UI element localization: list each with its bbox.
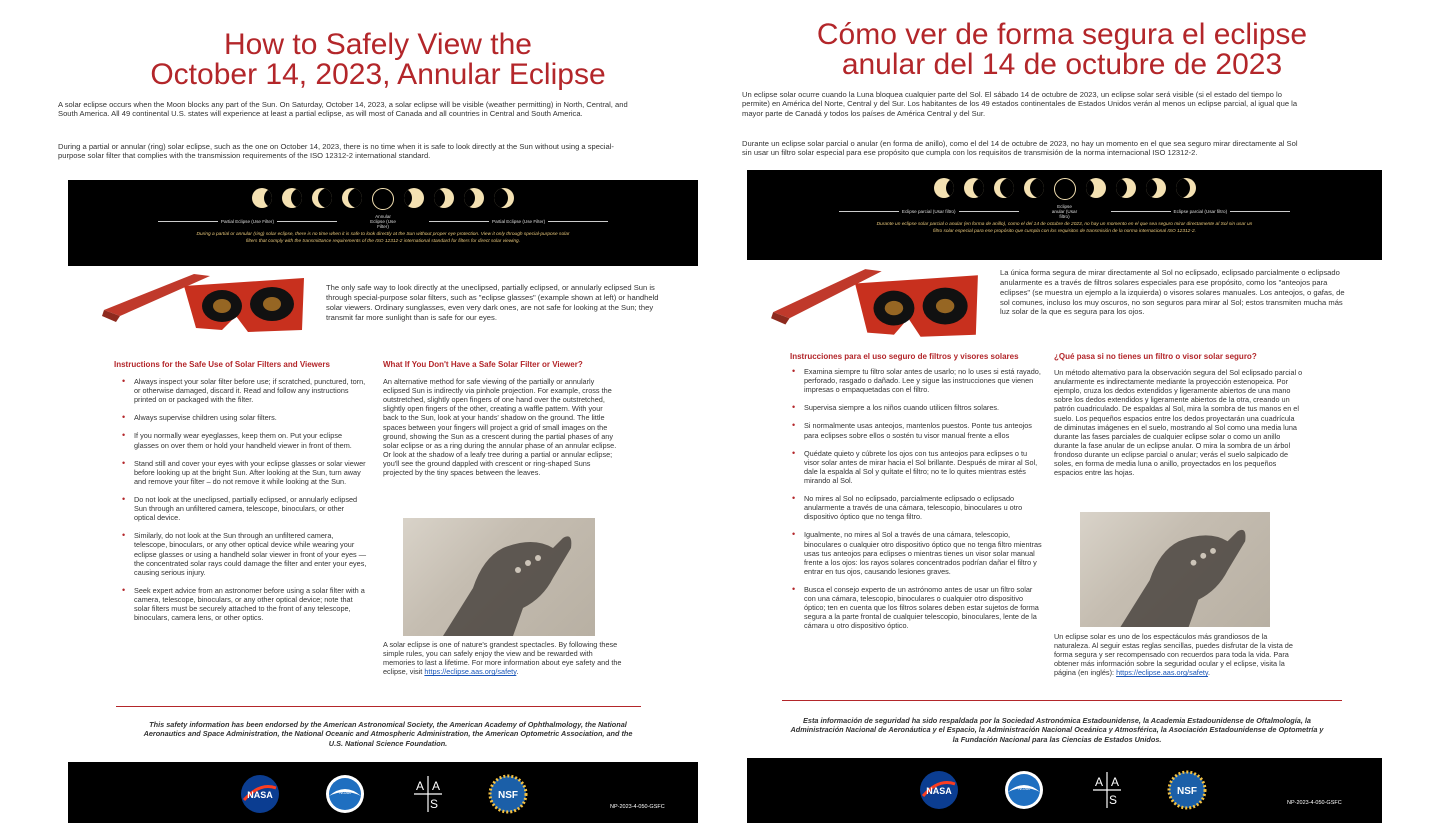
nasa-wordmark: NASA xyxy=(926,786,952,796)
phase-labels xyxy=(747,204,1382,219)
phase-labels xyxy=(68,214,698,229)
link-suffix: . xyxy=(516,667,519,677)
title-line-1: How to Safely View the xyxy=(224,28,532,61)
instructions-list xyxy=(122,377,367,631)
list-item: • Do not look at the uneclipsed, partially eclipsed, or annularly eclipsed Sun through an unfiltered camera, telescope, binoculars, or other optical device. xyxy=(122,495,367,522)
partial-sun-icon xyxy=(252,188,272,208)
document-code: NP-2023-4-050-GSFC xyxy=(610,804,665,810)
alternative-method-text: Un método alternativo para la observación segura del Sol eclipsado parcial o anularmente es indirectamente mediante la proyección estenopeica. Por ejemplo, cruza los dedos extendidos y ligeramente abiertos de una mano sobre los dedos extendidos y ligeramente abiertos de la otra, creando un patrón cuadriculado. De espaldas al Sol, mira la sombra de tus manos en el suelo. Los pequeños espacios entre los dedos proyectarán una cuadrícula de diminutas imágenes en el suelo, mostrando al Sol como una media luna durante las fases parciales de cualquier eclipse solar o como un anillo durante la fase anular de un eclipse anular. O mira la sombra de un árbol frondoso durante un eclipse parcial o anular; verás el suelo salpicado de soles, en forma de media luna o anillo, proyectados en los pequeños espacios entre las hojas. xyxy=(1054,368,1303,478)
partial-sun-icon xyxy=(934,178,954,198)
list-item: • Always supervise children using solar filters. xyxy=(122,413,367,422)
pinhole-shadow-photo xyxy=(403,518,595,636)
closing-body: Un eclipse solar es uno de los espectáculos más grandiosos de la naturaleza. Al seguir estas reglas sencillas, puedes disfrutar de la vista de forma segura y ser recompensado con recuerdos para toda la vida. Para obtener más información sobre la seguridad ocular y el eclipse, visita la página (en inglés): xyxy=(1054,632,1293,678)
noaa-logo xyxy=(325,774,365,814)
title-line-2: anular del 14 de octubre de 2023 xyxy=(841,48,1283,81)
list-item: • Quédate quieto y cúbrete los ojos con tus anteojos para eclipses o tu visor solar antes de mirar hacia el Sol brillante. Después de mirar al Sol, dale la espalda al Sol y quítate el filtro; no te lo quites mientras estés mirando al Sol. xyxy=(792,449,1042,485)
annular-ring-icon xyxy=(1054,178,1076,200)
partial-sun-icon xyxy=(1116,178,1136,198)
endorsement-text: This safety information has been endorsed by the American Astronomical Society, the American Academy of Ophthalmology, the National Aeronautics and Space Administration, the National Oceanic and Atmospheric Administration, the American Optometric Association, and the U.S. National Science Foundation. xyxy=(143,720,633,748)
alternative-method-text: An alternative method for safe viewing of the partially or annularly eclipsed Sun is indirectly via pinhole projection. For example, cross the outstretched, slightly open fingers of one hand over the outstretched, slightly open fingers of the other, creating a waffle pattern. With your back to the Sun, look at your hands' shadow on the ground. The little spaces between your fingers will project a grid of small images on the ground, showing the Sun as a crescent during the partial phases of any solar eclipse or as a ring during the annular phase of an annular eclipse. Or look at the shadow of a leafy tree during a partial or annular eclipse; you'll see the ground dappled with crescent or ring-shaped Suns projected by the tiny spaces between the leaves. xyxy=(383,377,617,478)
partial-sun-icon xyxy=(282,188,302,208)
title-line-1: Cómo ver de forma segura el eclipse xyxy=(816,18,1308,51)
partial-eclipse-label: Partial Eclipse (Use Filter) xyxy=(492,219,546,224)
endorsement-text: Esta información de seguridad ha sido respaldada por la Sociedad Astronómica Estadounidense, la Academia Estadounidense de Oftalmología, la Administración Nacional de Aeronáutica y el Espacio, la Administración Nacional Oceánica y Atmosférica, la Asociación Estadounidense de Optometría y la Fundación Nacional para las Ciencias de Estados Unidos. xyxy=(790,716,1324,744)
aas-letter: A xyxy=(1110,775,1120,789)
nsf-wordmark: NSF xyxy=(498,790,518,801)
partial-sun-icon xyxy=(434,188,454,208)
band-caption: During a partial or annular (ring) solar eclipse, there is no time when it is safe to look directly at the Sun without proper eye protection. View it only through special-purpose solar filters that comply with the transmittance requirements of the ISO 12312-2 international standard for filters for direct solar viewing. xyxy=(196,232,570,244)
annular-eclipse-label: Eclipse anular (Usar filtro) xyxy=(1051,204,1078,219)
list-item: • Similarly, do not look at the Sun through an unfiltered camera, telescope, binoculars, or any other optical device while wearing your eclipse glasses or using a handheld solar viewer in front of your eyes — the concentrated solar rays could damage the filter and enter your eyes, causing serious injury. xyxy=(122,531,367,577)
title-line-2: October 14, 2023, Annular Eclipse xyxy=(150,58,606,91)
closing-body: A solar eclipse is one of nature's grandest spectacles. By following these simple rules, you can safely enjoy the view and be rewarded with memories to last a lifetime. For more information about eye safety and the eclipse, visit xyxy=(383,640,622,677)
nsf-logo xyxy=(488,774,528,814)
closing-text xyxy=(1054,632,1304,678)
instructions-list xyxy=(792,367,1042,640)
partial-sun-icon xyxy=(494,188,514,208)
partial-eclipse-label: Eclipse parcial (Usar filtro) xyxy=(901,209,956,214)
list-item: • Always inspect your solar filter before use; if scratched, punctured, torn, or otherwise damaged, discard it. Read and follow any instructions printed on or packaged with the filter. xyxy=(122,377,367,404)
partial-sun-icon xyxy=(464,188,484,208)
safe-viewing-text: The only safe way to look directly at the uneclipsed, partially eclipsed, or annularly eclipsed Sun is through special-purpose solar filters, such as "eclipse glasses" (example shown at left) or handheld solar viewers. Ordinary sunglasses, even very dark ones, are not safe for looking at the Sun; they transmit far more sunlight than is safe for our eyes. xyxy=(326,283,659,322)
page-title xyxy=(742,20,1382,80)
aas-logo xyxy=(1087,770,1127,810)
list-item: • Stand still and cover your eyes with your eclipse glasses or solar viewer before looking up at the bright Sun. After looking at the Sun, turn away and remove your filter – do not remove it while looking at the Sun. xyxy=(122,459,367,486)
list-item: • Examina siempre tu filtro solar antes de usarlo; no lo uses si está rayado, perforado, rasgado o dañado. Lee y sigue las instrucciones que vienen impresas o empaquetadas con el filtro. xyxy=(792,367,1042,394)
intro-paragraph-2: During a partial or annular (ring) solar eclipse, such as the one on October 14, 2023, there is no time when it is safe to look directly at the Sun without using a special-purpose solar filter that complies with the transmission requirements of the ISO 12312-2 international standard. xyxy=(58,142,614,161)
logo-footer xyxy=(68,762,698,823)
noaa-wordmark: NOAA xyxy=(1018,786,1030,791)
partial-sun-icon xyxy=(404,188,424,208)
annular-ring-icon xyxy=(372,188,394,210)
aas-logo xyxy=(408,774,448,814)
noaa-wordmark: NOAA xyxy=(339,790,351,795)
partial-sun-icon xyxy=(994,178,1014,198)
annular-eclipse-label: Annular Eclipse (Use Filter) xyxy=(370,214,396,229)
eclipse-glasses-image xyxy=(767,265,982,345)
intro-paragraph-2: Durante un eclipse solar parcial o anular (en forma de anillo), como el del 14 de octubre de 2023, no hay un momento en el que sea seguro mirar directamente al Sol sin usar un filtro solar especial para ese propósito que cumpla con los requisitos de transmisión de la norma internacional ISO 12312-2. xyxy=(742,139,1298,158)
page-title xyxy=(58,30,698,90)
safety-link[interactable]: https://eclipse.aas.org/safety xyxy=(424,667,517,677)
intro-paragraph-1: Un eclipse solar ocurre cuando la Luna bloquea cualquier parte del Sol. El sábado 14 de octubre de 2023, un eclipse solar será visible (si el estado del tiempo lo permite) en América del Norte, Central y del Sur. Los habitantes de los 49 estados continentales de Estados Unidos verán al menos un eclipse parcial, al igual que la mayor parte de Canadá y todos los países de América Central y del Sur. xyxy=(742,90,1298,118)
document-code: NP-2023-4-050-GSFC xyxy=(1287,800,1342,806)
aas-letter: S xyxy=(429,797,439,811)
aas-letter: A xyxy=(431,779,441,793)
instructions-heading: Instrucciones para el uso seguro de filtros y visores solares xyxy=(790,352,1019,361)
aas-letter: S xyxy=(1108,793,1118,807)
partial-sun-icon xyxy=(312,188,332,208)
divider xyxy=(782,700,1342,701)
list-item: • Igualmente, no mires al Sol a través de una cámara, telescopio, binoculares o cualquier otro dispositivo óptico que no tenga filtro mientras usas tus anteojos para eclipses o mientras tienes un visor solar manual frente a los ojos: los rayos solares concentrados podrían dañar el filtro y entrar en tus ojos, causando lesiones graves. xyxy=(792,530,1042,576)
partial-sun-icon xyxy=(1176,178,1196,198)
logo-footer xyxy=(747,758,1382,823)
aas-letter: A xyxy=(415,779,425,793)
eclipse-phase-sequence xyxy=(747,178,1382,200)
intro-paragraph-1: A solar eclipse occurs when the Moon blocks any part of the Sun. On Saturday, October 14, 2023, a solar eclipse will be visible (weather permitting) in North, Central, and South America. All 49 continental U.S. states will experience at least a partial eclipse, as will most of Canada and all countries in Central and South America. xyxy=(58,100,628,119)
partial-sun-icon xyxy=(964,178,984,198)
spanish-page xyxy=(742,0,1382,823)
nsf-wordmark: NSF xyxy=(1177,786,1197,797)
nasa-logo xyxy=(240,774,280,814)
partial-sun-icon xyxy=(342,188,362,208)
divider xyxy=(116,706,641,707)
list-item: • If you normally wear eyeglasses, keep them on. Put your eclipse glasses on over them or hold your handheld viewer in front of them. xyxy=(122,431,367,449)
nasa-logo xyxy=(919,770,959,810)
aas-letter: A xyxy=(1094,775,1104,789)
list-item: • Si normalmente usas anteojos, mantenlos puestos. Ponte tus anteojos para eclipses sobre ellos o sostén tu visor manual frente a ellos xyxy=(792,421,1042,439)
closing-text xyxy=(383,640,623,676)
list-item: • Supervisa siempre a los niños cuando utilicen filtros solares. xyxy=(792,403,1042,412)
safety-link[interactable]: https://eclipse.aas.org/safety xyxy=(1116,668,1209,678)
partial-sun-icon xyxy=(1086,178,1106,198)
eclipse-phases-band xyxy=(68,180,698,266)
partial-sun-icon xyxy=(1024,178,1044,198)
alternative-heading: What If You Don't Have a Safe Solar Filter or Viewer? xyxy=(383,360,583,369)
instructions-heading: Instructions for the Safe Use of Solar Filters and Viewers xyxy=(114,360,330,369)
english-page xyxy=(58,0,698,823)
link-suffix: . xyxy=(1208,668,1211,678)
nasa-wordmark: NASA xyxy=(247,790,273,800)
eclipse-phases-band xyxy=(747,170,1382,260)
alternative-heading: ¿Qué pasa si no tienes un filtro o visor solar seguro? xyxy=(1054,352,1257,361)
band-caption: Durante un eclipse solar parcial o anular (en forma de anillo), como el del 14 de octubre de 2023, no hay un momento en el que sea seguro mirar directamente al Sol sin usar un filtro solar especial para ese propósito que cumpla con los requisitos de transmisión de la norma internacional ISO 12312-2. xyxy=(876,222,1253,234)
noaa-logo xyxy=(1004,770,1044,810)
partial-eclipse-label: Eclipse parcial (Usar filtro) xyxy=(1173,209,1228,214)
list-item: • No mires al Sol no eclipsado, parcialmente eclipsado o eclipsado anularmente a través de una cámara, telescopio, binoculares u otro dispositivo óptico que no tenga filtro. xyxy=(792,494,1042,521)
eclipse-phase-sequence xyxy=(68,188,698,210)
partial-eclipse-label: Partial Eclipse (Use Filter) xyxy=(220,219,274,224)
pinhole-shadow-photo xyxy=(1080,512,1270,627)
partial-sun-icon xyxy=(1146,178,1166,198)
list-item: • Busca el consejo experto de un astrónomo antes de usar un filtro solar con una cámara, telescopio, binoculares o cualquier otro dispositivo óptico; ten en cuenta que los filtros solares deben estar sujetos de forma segura a la parte frontal de cualquier telescopio, binoculares, lente de la cámara u otro dispositivo óptico. xyxy=(792,585,1042,631)
safe-viewing-text: La única forma segura de mirar directamente al Sol no eclipsado, eclipsado parcialmente o eclipsado anularmente es a través de filtros solares especiales para ese propósito, como los "anteojos para eclipses" (se muestra un ejemplo a la izquierda) o visores solares manuales. Los anteojos, o gafas, de sol comunes, incluso los muy oscuros, no son seguros para mirar al Sol; estos transmiten mucha más luz solar de la que es segura para los ojos. xyxy=(1000,268,1345,317)
list-item: • Seek expert advice from an astronomer before using a solar filter with a camera, telescope, binoculars, or any other optical device; note that solar filters must be securely attached to the front of any telescope, binoculars, camera lens, or other optics. xyxy=(122,586,367,622)
nsf-logo xyxy=(1167,770,1207,810)
eclipse-glasses-image xyxy=(98,270,308,338)
